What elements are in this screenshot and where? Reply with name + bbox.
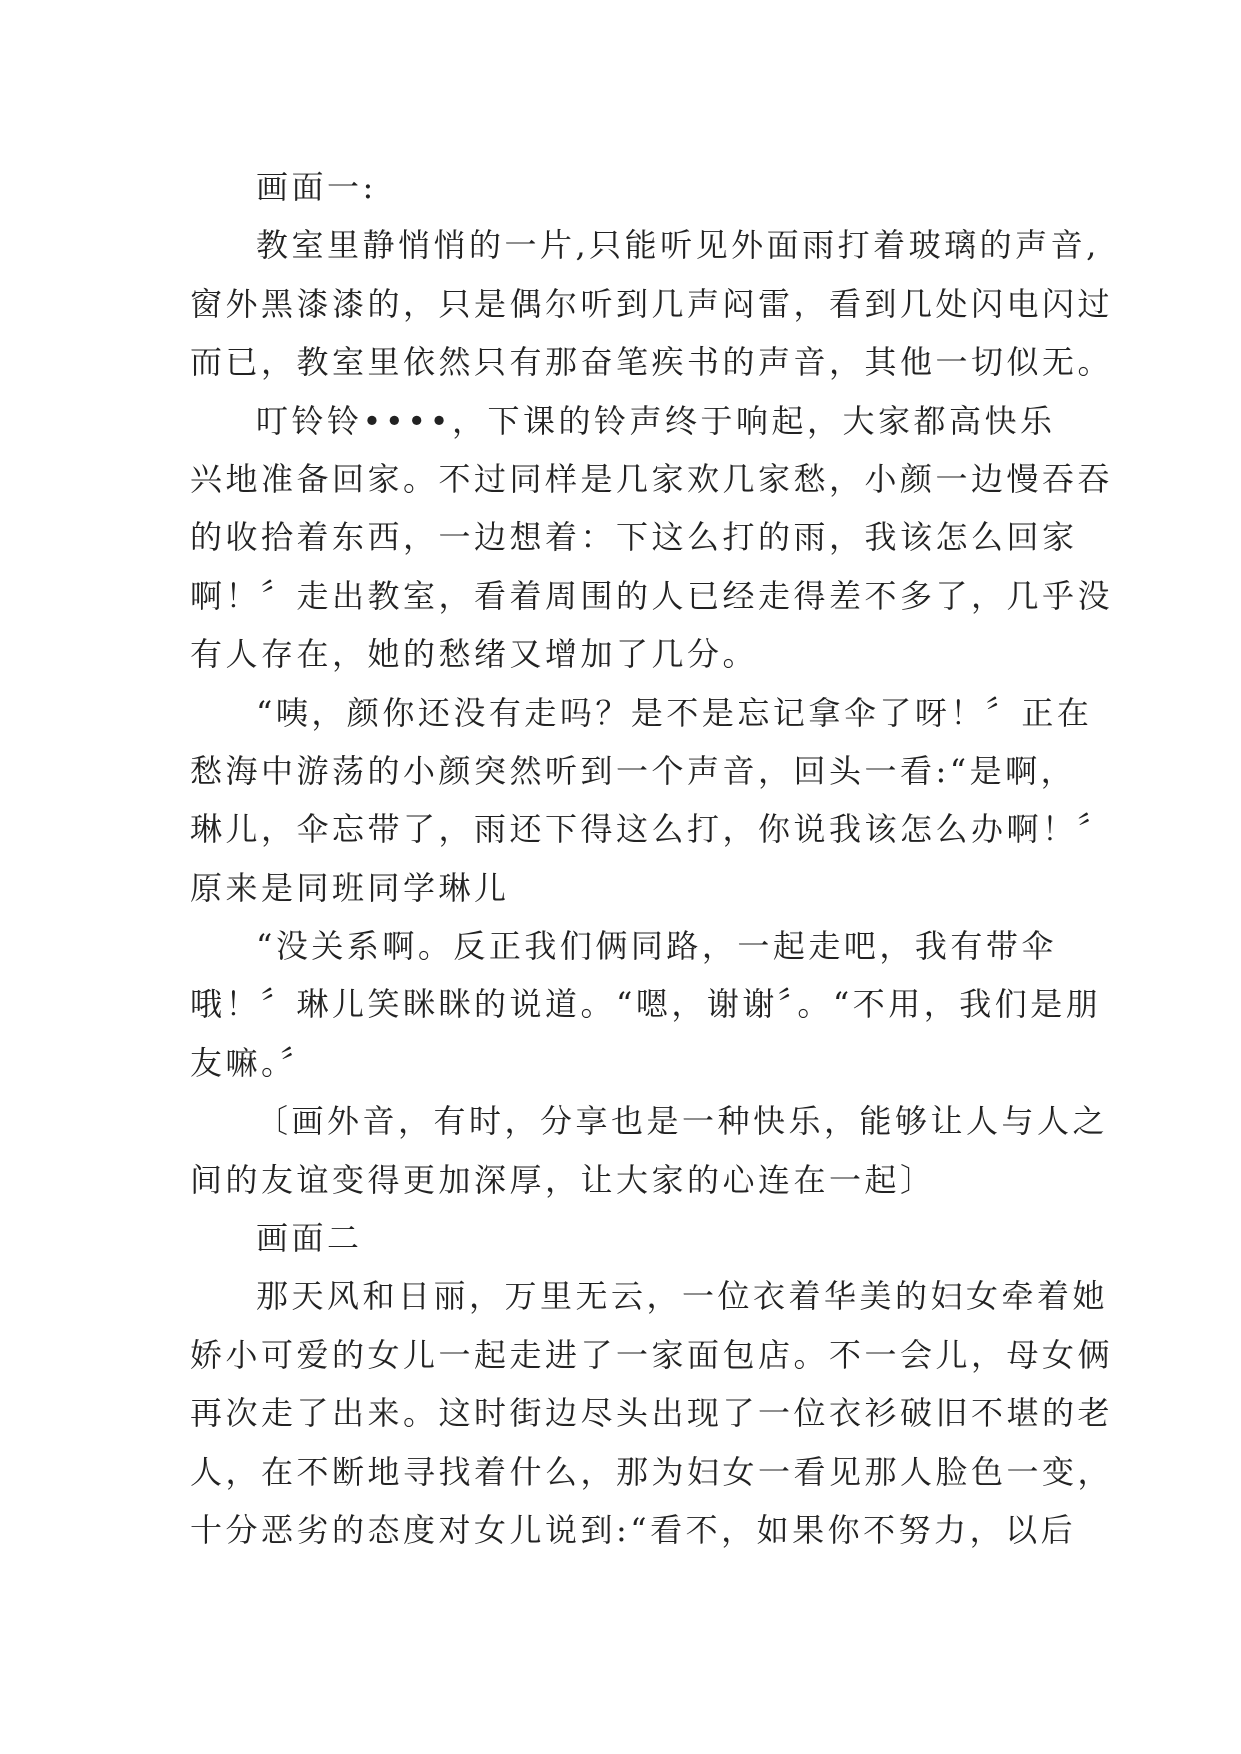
text-line: 愁海中游荡的小颜突然听到一个声音，回头一看:“是啊， [190, 751, 1077, 790]
document-body [190, 158, 1114, 1559]
text-line: 的收拾着东西，一边想着：下这么打的雨，我该怎么回家 [190, 518, 1078, 557]
text-line: 间的友谊变得更加深厚，让大家的心连在一起〕 [190, 1160, 936, 1199]
text-line: 琳儿，伞忘带了，雨还下得这么打，你说我该怎么办啊！〞 [190, 810, 1114, 849]
text-line: 啊！〞走出教室，看着周围的人已经走得差不多了，几乎没 [190, 576, 1114, 615]
text-line: 再次走了出来。这时街边尽头出现了一位衣衫破旧不堪的老 [190, 1394, 1114, 1433]
text-line: 〔画外音，有时，分享也是一种快乐，能够让人与人之 [256, 1102, 1109, 1141]
text-line: 娇小可爱的女儿一起走进了一家面包店。不一会儿，母女俩 [190, 1335, 1114, 1374]
text-line: 有人存在，她的愁绪又增加了几分。 [190, 635, 759, 674]
text-line: 叮铃铃••••，下课的铃声终于响起，大家都高快乐 [256, 401, 1056, 440]
text-line: 画面二 [256, 1219, 363, 1258]
text-line: 人，在不断地寻找着什么，那为妇女一看见那人脸色一变， [190, 1452, 1114, 1491]
text-line: 哦！〞琳儿笑眯眯的说道。“嗯，谢谢〞。“不用，我们是朋 [190, 985, 1102, 1024]
text-line: 窗外黑漆漆的，只是偶尔听到几声闷雷，看到几处闪电闪过 [190, 284, 1114, 323]
text-line: 画面一: [256, 168, 377, 206]
text-line: 原来是同班同学琳儿 [190, 868, 510, 907]
text-line: 而已，教室里依然只有那奋笔疾书的声音，其他一切似无。 [190, 343, 1114, 382]
text-line: “没关系啊。反正我们俩同路，一起走吧，我有带伞 [256, 927, 1057, 966]
text-line: 兴地准备回家。不过同样是几家欢几家愁，小颜一边慢吞吞 [190, 459, 1114, 498]
text-line: 十分恶劣的态度对女儿说到:“看不，如果你不努力，以后 [190, 1510, 1077, 1549]
text-line: 友嘛。〞 [190, 1043, 317, 1082]
text-line: 那天风和日丽，万里无云，一位衣着华美的妇女牵着她 [256, 1277, 1109, 1316]
text-line: 教室里静悄悄的一片,只能听见外面雨打着玻璃的声音, [256, 226, 1100, 265]
text-line: “咦，颜你还没有走吗？是不是忘记拿伞了呀！〞正在 [256, 693, 1093, 732]
